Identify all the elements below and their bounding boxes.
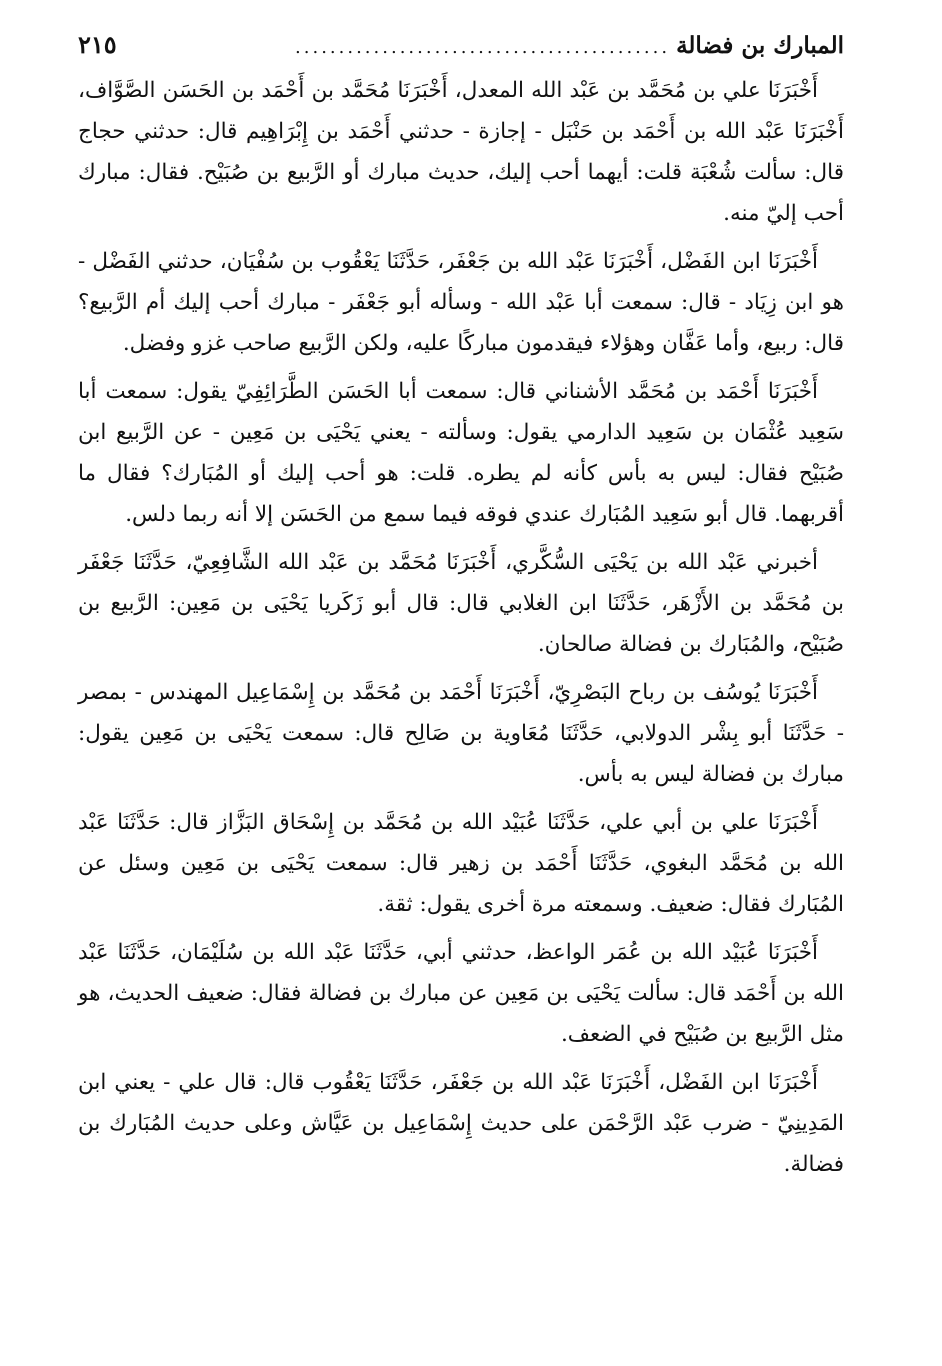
document-page [78, 30, 844, 1192]
body-text [78, 70, 844, 1185]
header-title: المبارك بن فضالة [676, 32, 844, 59]
header-leader-dots: ........................................... [295, 37, 671, 58]
paragraph: أَخْبَرَنَا أَحْمَد بن مُحَمَّد الأشناني قال: سمعت أبا الحَسَن الطَّرَائِفِيّ يقول: سمعت أبا سَعِيد عُثْمَان بن سَعِيد الدارمي يقول: وسألته - يعني يَحْيَى بن مَعِين - عن الرَّبيع ابن صُبَيْح فقال: ليس به بأس كأنه لم يطره. قلت: هو أحب إليك أو المُبَارك؟ فقال ما أقربهما. قال أبو سَعِيد المُبَارك عندي فوقه فيما سمع من الحَسَن إلا أنه ربما دلس. [78, 379, 844, 527]
paragraph: أَخْبَرَنَا ابن الفَضْل، أَخْبَرَنَا عَبْد الله بن جَعْفَر، حَدَّثَنَا يَعْقُوب قال: قال علي - يعني ابن المَدِينِيّ - ضرب عَبْد الرَّحْمَن على حديث إِسْمَاعِيل بن عَيَّاش وعلى حديث المُبَارك بن فضالة. [78, 1070, 844, 1177]
paragraph: أَخْبَرَنَا عُبَيْد الله بن عُمَر الواعظ، حدثني أبي، حَدَّثَنَا عَبْد الله بن سُلَيْمَان، حَدَّثَنَا عَبْد الله بن أَحْمَد قال: سألت يَحْيَى بن مَعِين عن مبارك بن فضالة فقال: ضعيف الحديث، هو مثل الرَّبيع بن صُبَيْح في الضعف. [78, 940, 844, 1047]
page-number: ٢١٥ [78, 30, 117, 59]
paragraph: أخبرني عَبْد الله بن يَحْيَى السُّكَّري، أَخْبَرَنَا مُحَمَّد بن عَبْد الله الشَّافِعِيّ، حَدَّثَنَا جَعْفَر بن مُحَمَّد بن الأَزْهَر، حَدَّثَنَا ابن الغلابي قال: قال أبو زَكَريا يَحْيَى بن مَعِين: الرَّبيع بن صُبَيْح، والمُبَارك بن فضالة صالحان. [78, 550, 844, 657]
paragraph: أَخْبَرَنَا يُوسُف بن رباح البَصْرِيّ، أَخْبَرَنَا أَحْمَد بن مُحَمَّد بن إِسْمَاعِيل المهندس - بمصر - حَدَّثَنَا أبو بِشْر الدولابي، حَدَّثَنَا مُعَاوية بن صَالِح قال: سمعت يَحْيَى بن مَعِين يقول: مبارك بن فضالة ليس به بأس. [78, 680, 844, 787]
paragraph: أَخْبَرَنَا ابن الفَضْل، أَخْبَرَنَا عَبْد الله بن جَعْفَر، حَدَّثَنَا يَعْقُوب بن سُفْيَان، حدثني الفَضْل - هو ابن زِيَاد - قال: سمعت أبا عَبْد الله - وسأله أبو جَعْفَر - مبارك أحب إليك أم الرَّبيع؟ قال: ربيع، وأما عَفَّان وهؤلاء فيقدمون مباركًا عليه، ولكن الرَّبيع صاحب غزو وفضل. [78, 249, 844, 356]
running-header [78, 30, 844, 70]
paragraph: أَخْبَرَنَا علي بن مُحَمَّد بن عَبْد الله المعدل، أَخْبَرَنَا مُحَمَّد بن أَحْمَد بن الحَسَن الصَّوَّاف، أَخْبَرَنَا عَبْد الله بن أَحْمَد بن حَنْبَل - إجازة - حدثني أَحْمَد بن إِبْرَاهِيم قال: حدثني حجاج قال: سألت شُعْبَة قلت: أيهما أحب إليك، حديث مبارك أو الرَّبيع بن صُبَيْح. فقال: مبارك أحب إليّ منه. [78, 78, 844, 226]
paragraph: أَخْبَرَنَا علي بن أبي علي، حَدَّثَنَا عُبَيْد الله بن مُحَمَّد بن إِسْحَاق البَزَّاز قال: حَدَّثَنَا عَبْد الله بن مُحَمَّد البغوي، حَدَّثَنَا أَحْمَد بن زهير قال: سمعت يَحْيَى بن مَعِين وسئل عن المُبَارك فقال: ضعيف. وسمعته مرة أخرى يقول: ثقة. [78, 810, 844, 917]
